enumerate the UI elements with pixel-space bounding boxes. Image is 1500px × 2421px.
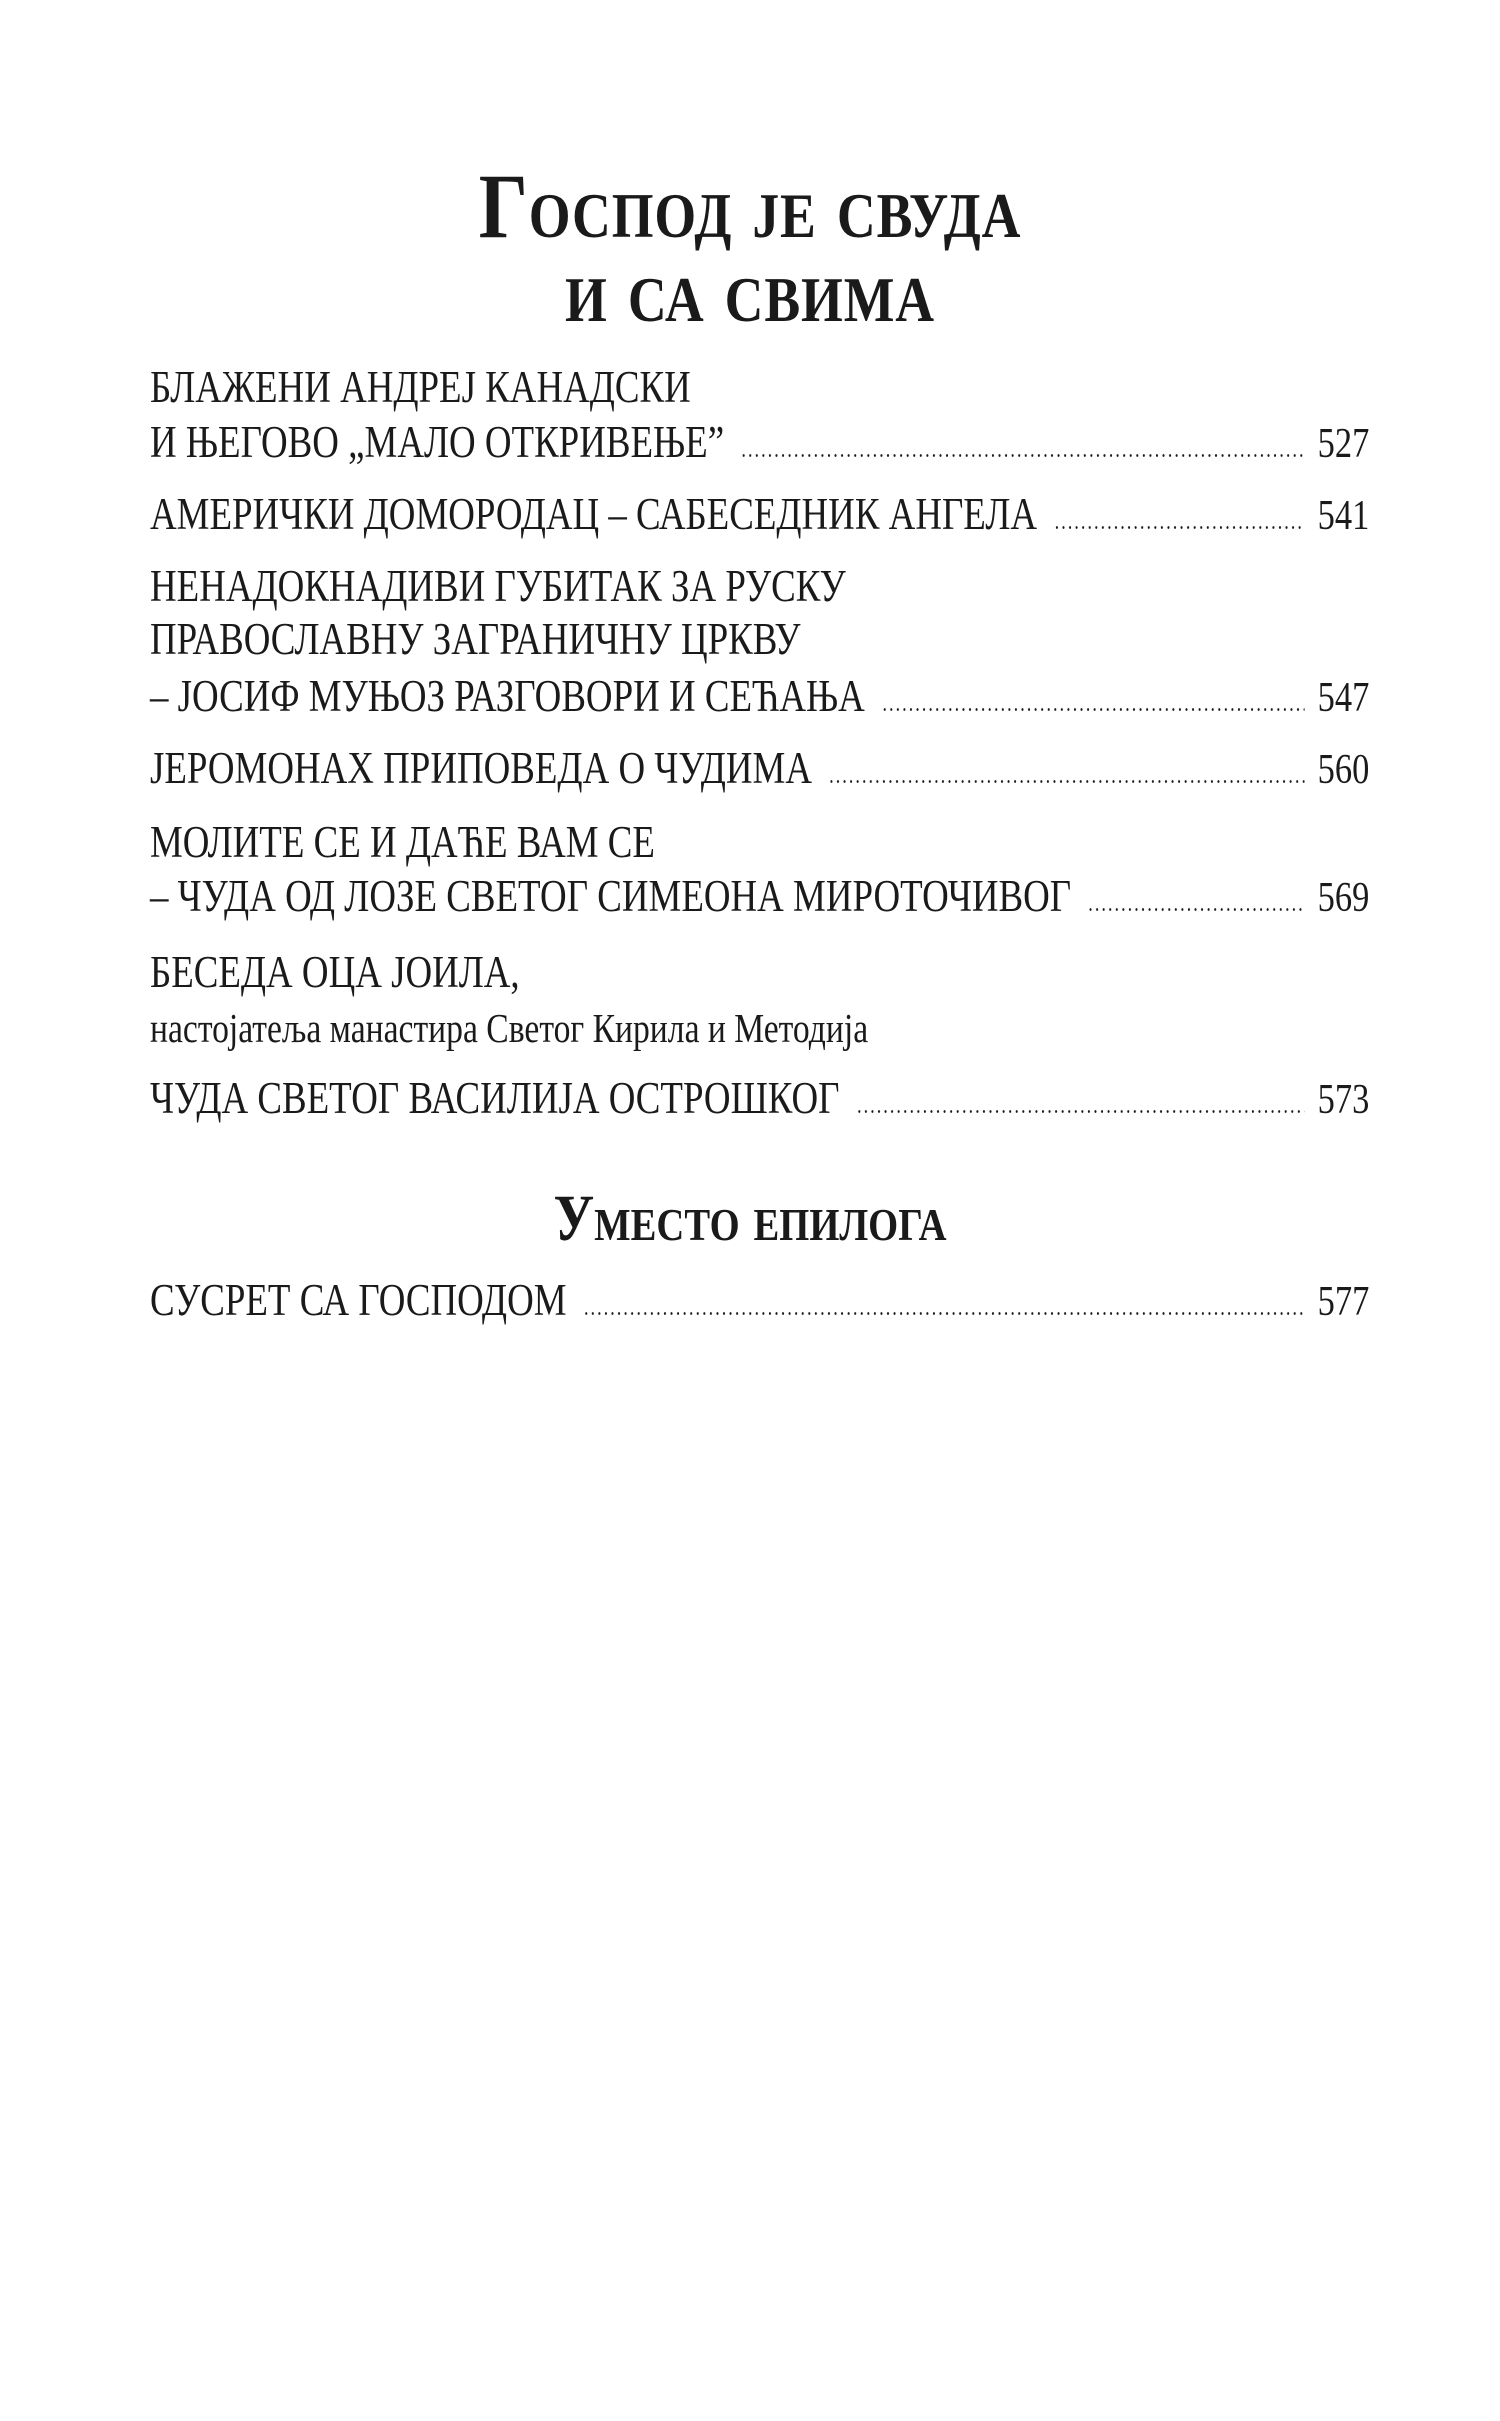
dot-leader bbox=[1053, 526, 1304, 529]
toc-entry-text: – ЈОСИФ МУЊОЗ РАЗГОВОРИ И СЕЋАЊА bbox=[150, 671, 865, 721]
page-number: 527 bbox=[1317, 421, 1370, 467]
toc-entry-line bbox=[150, 945, 1369, 995]
page-number: 573 bbox=[1317, 1077, 1370, 1123]
toc-entry-text: БЕСЕДА ОЦА ЈОИЛА, bbox=[150, 947, 520, 997]
toc-entry-line bbox=[150, 360, 1369, 410]
toc-entry-text: НЕНАДОКНАДИВИ ГУБИТАК ЗА РУСКУ bbox=[150, 561, 846, 611]
dot-leader bbox=[881, 708, 1304, 711]
toc-entry-text: – ЧУДА ОД ЛОЗЕ СВЕТОГ СИМЕОНА МИРОТОЧИВОГ bbox=[150, 871, 1072, 921]
toc-entry[interactable] bbox=[150, 869, 1369, 919]
toc-entry-text: СУСРЕТ СА ГОСПОДОМ bbox=[150, 1275, 567, 1325]
toc-entry-text: настојатеља манастира Светог Кирила и Методија bbox=[150, 1005, 869, 1051]
toc-entry[interactable] bbox=[150, 669, 1369, 719]
section-title-line-1: Господ је свуда bbox=[478, 155, 1022, 257]
toc-entry-line bbox=[150, 815, 1369, 865]
toc-entry-subtitle bbox=[150, 999, 1369, 1049]
toc-entry[interactable] bbox=[150, 415, 1369, 465]
toc-entry-text: ЧУДА СВЕТОГ ВАСИЛИЈА ОСТРОШКОГ bbox=[150, 1073, 840, 1123]
toc-entry[interactable] bbox=[150, 741, 1369, 791]
toc-entry[interactable] bbox=[150, 1273, 1369, 1323]
dot-leader bbox=[856, 1110, 1305, 1113]
dot-leader bbox=[1088, 908, 1305, 911]
page-number: 541 bbox=[1317, 493, 1370, 539]
toc-entry-text: ПРАВОСЛАВНУ ЗАГРАНИЧНУ ЦРКВУ bbox=[150, 614, 801, 664]
page-number: 569 bbox=[1317, 875, 1370, 921]
page-number: 577 bbox=[1317, 1279, 1370, 1325]
section-title-line-2: и са свима bbox=[565, 239, 935, 341]
toc-entry-text: БЛАЖЕНИ АНДРЕЈ КАНАДСКИ bbox=[150, 362, 691, 412]
dot-leader bbox=[828, 780, 1304, 783]
toc-entry-text: АМЕРИЧКИ ДОМОРОДАЦ – САБЕСЕДНИК АНГЕЛА bbox=[150, 489, 1038, 539]
epilogue-heading: Уместо епилога bbox=[553, 1182, 947, 1255]
page-number: 560 bbox=[1317, 747, 1370, 793]
toc-entry[interactable] bbox=[150, 1071, 1369, 1121]
dot-leader bbox=[583, 1312, 1305, 1315]
toc-entry-text: И ЊЕГОВО „МАЛО ОТКРИВЕЊЕ” bbox=[150, 417, 725, 467]
toc-entry[interactable] bbox=[150, 487, 1369, 537]
toc-entry-text: МОЛИТЕ СЕ И ДАЋЕ ВАМ СЕ bbox=[150, 817, 655, 867]
dot-leader bbox=[741, 454, 1305, 457]
toc-entry-text: ЈЕРОМОНАХ ПРИПОВЕДА О ЧУДИМА bbox=[150, 743, 812, 793]
toc-entry-line bbox=[150, 612, 1369, 662]
toc-entry-line bbox=[150, 559, 1369, 609]
page-number: 547 bbox=[1317, 675, 1370, 721]
